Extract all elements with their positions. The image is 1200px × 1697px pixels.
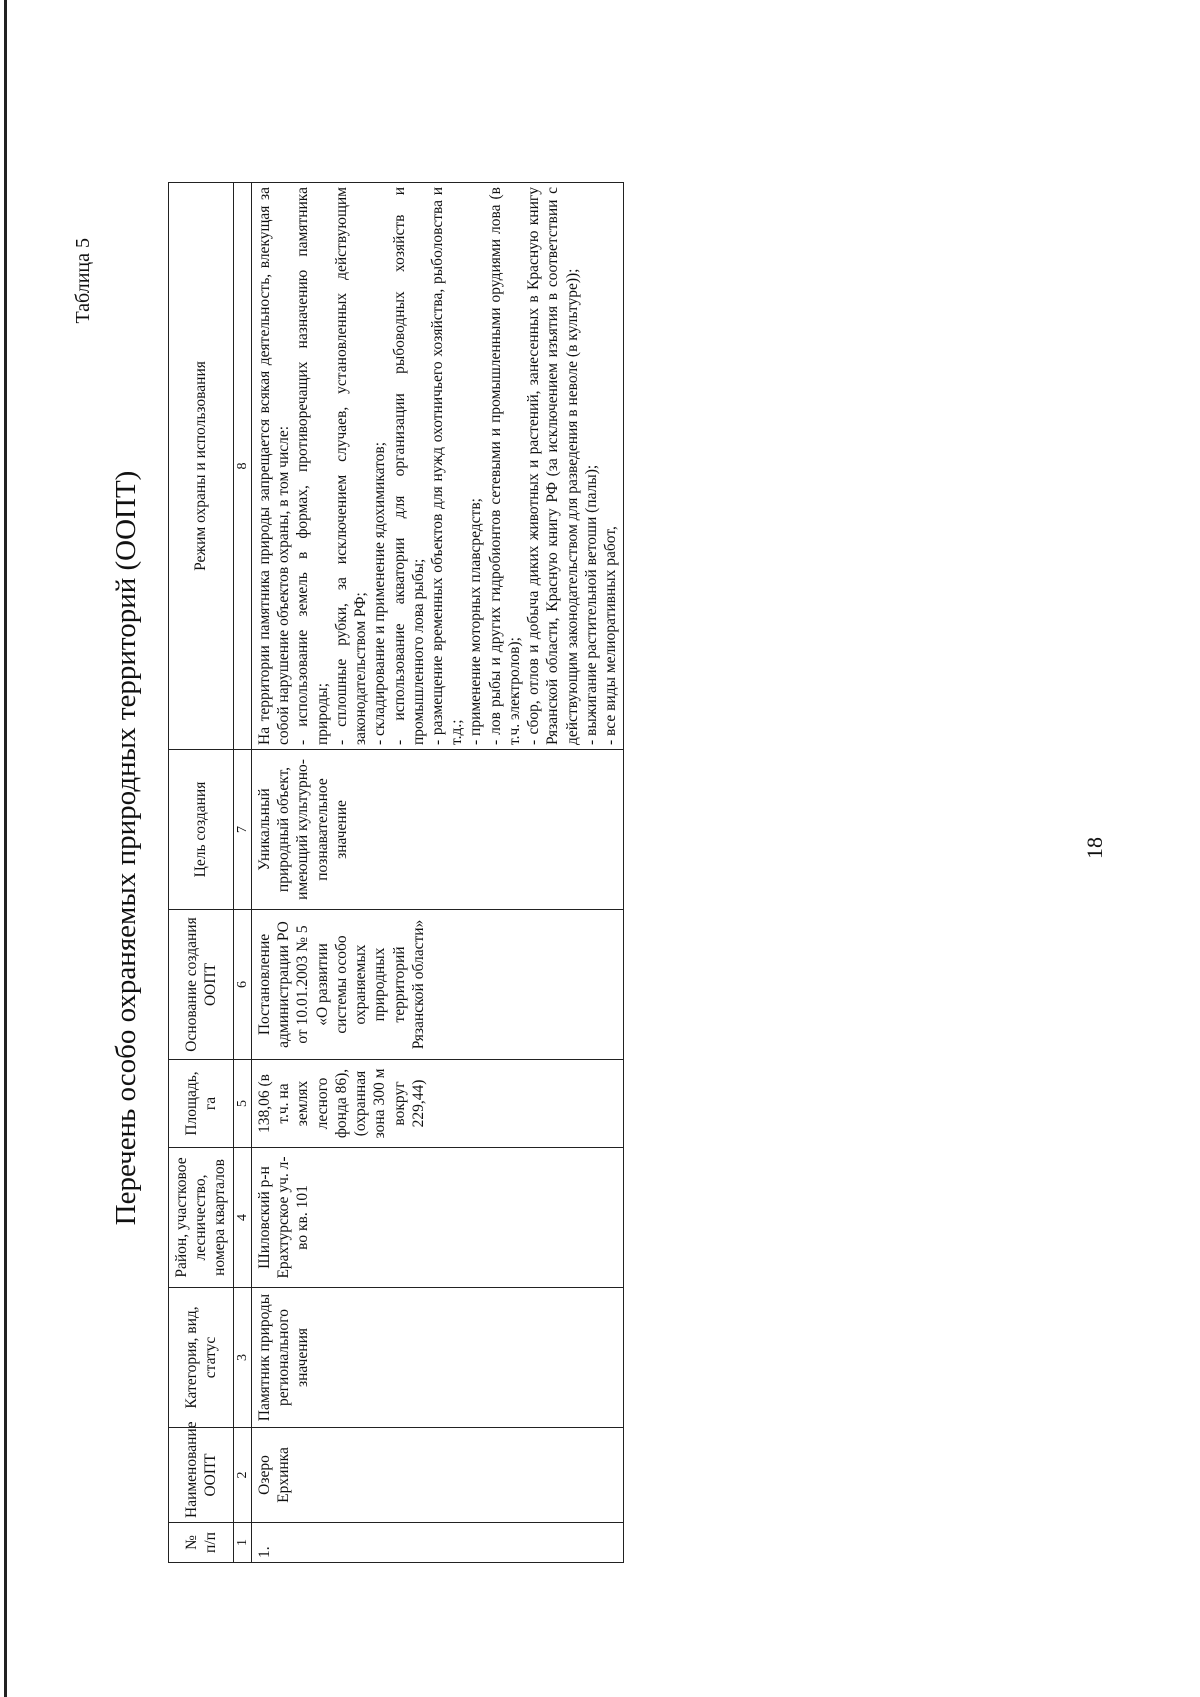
rotated-page: [50, 48, 1150, 1648]
header-regime: Режим охраны и использования: [169, 183, 234, 750]
column-number-row: [233, 183, 251, 1563]
regime-paragraph: - выжигание растительной ветоши (палы);: [582, 464, 600, 745]
column-number: 7: [233, 750, 251, 910]
cell-name: Озеро Ерхинка: [252, 1428, 624, 1523]
binder-edge-line: [4, 0, 7, 1697]
table-row: [252, 183, 624, 1563]
cell-purpose: Уникальный природный объект, имеющий культурно-познавательное значение: [252, 750, 624, 910]
cell-category: Памятник природы регионального значения: [252, 1288, 624, 1428]
column-number: 6: [233, 910, 251, 1060]
page-number: 18: [1082, 837, 1107, 859]
cell-num: 1.: [252, 1523, 624, 1563]
regime-paragraph: - сбор, отлов и добыча диких животных и растений, занесенных в Красную книгу Рязанской области, Красную книгу РФ (за исключением изъятия в соответствии с действующим законодательством для разведения в неволе (в культуре));: [525, 187, 581, 745]
cell-regime: [252, 183, 624, 750]
header-purpose: Цель создания: [169, 750, 234, 910]
regime-paragraph: - сплошные рубки, за исключением случаев, установленных действующим законодательством РФ;: [332, 187, 370, 745]
column-number: 8: [233, 183, 251, 750]
column-number: 2: [233, 1428, 251, 1523]
regime-paragraph: - складирование и применение ядохимикатов;: [371, 441, 389, 745]
table-label: Таблица 5: [72, 238, 94, 324]
cell-basis: Постановление администрации РО от 10.01.2003 № 5 «О развитии системы особо охраняемых природных территорий Рязанской области»: [252, 910, 624, 1060]
table-header-row: [169, 183, 234, 1563]
header-num: № п/п: [169, 1523, 234, 1563]
regime-paragraph: - использование акватории для организации рыбоводных хозяйств и промышленного лова рыбы;: [390, 187, 427, 745]
regime-paragraph: На территории памятника природы запрещается всякая деятельность, влекущая за собой нарушение объектов охраны, в том числе:: [256, 187, 293, 745]
regime-paragraph: - размещение временных объектов для нужд охотничьего хозяйства, рыболовства и т.д.;: [428, 187, 466, 745]
document-title: Перечень особо охраняемых природных территорий (ООПТ): [110, 470, 142, 1226]
cell-district: Шиловский р-н Ерахтурское уч. л-во кв. 101: [252, 1148, 624, 1288]
regime-paragraph: - применение моторных плавсредств;: [467, 498, 485, 745]
page-content: [50, 48, 1150, 1648]
header-name: Наименование ООПТ: [169, 1428, 234, 1523]
header-area: Площадь, га: [169, 1060, 234, 1148]
cell-area: 138,06 (в т.ч. на землях лесного фонда 86), (охранная зона 300 м вокруг 229,44): [252, 1060, 624, 1148]
column-number: 3: [233, 1288, 251, 1428]
column-number: 1: [233, 1523, 251, 1563]
oopt-table: [168, 182, 624, 1563]
regime-paragraph: - все виды мелиоративных работ,: [601, 526, 619, 745]
column-number: 5: [233, 1060, 251, 1148]
header-basis: Основание создания ООПТ: [169, 910, 234, 1060]
header-category: Категория, вид, статус: [169, 1288, 234, 1428]
regime-paragraph: - лов рыбы и других гидробионтов сетевыми и промышленными орудиями лова (в т.ч. электролов);: [486, 187, 523, 745]
header-district: Район, участковое лесничество, номера кварталов: [169, 1148, 234, 1288]
regime-paragraph: - использование земель в формах, противоречащих назначению памятника природы;: [294, 187, 331, 745]
column-number: 4: [233, 1148, 251, 1288]
